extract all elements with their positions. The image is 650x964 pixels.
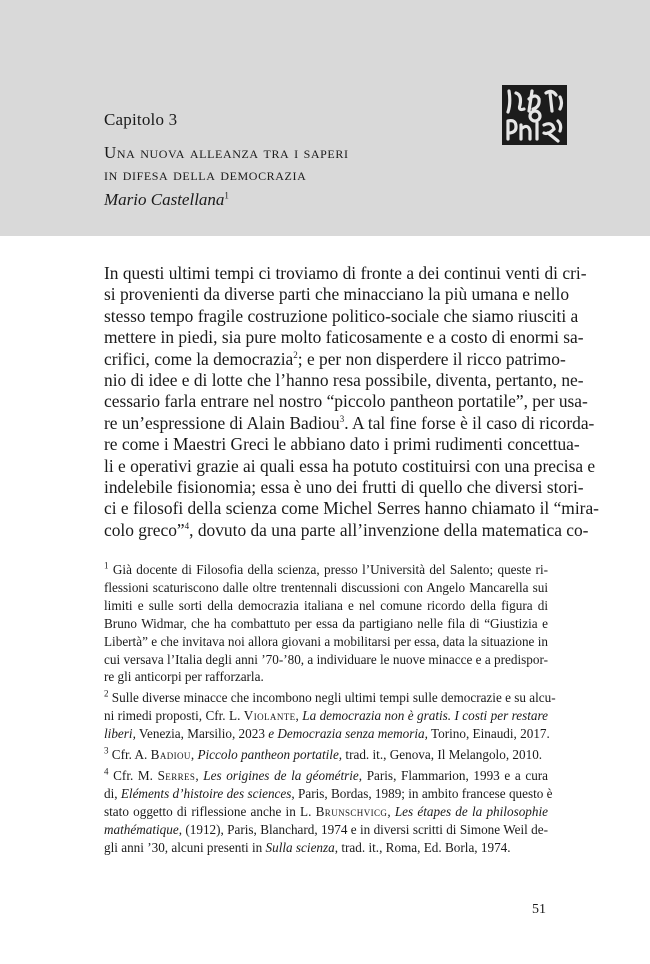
cited-author: Serres <box>157 767 196 783</box>
footnote-1-line: flessioni scaturiscono dalle oltre trentennali discussioni con Angelo Mancarella sui <box>104 579 548 595</box>
footnote-text: trad. it., Genova, Il Melangolo, 2010. <box>342 747 543 763</box>
footnote-text: , Paris, Flammarion, 1993 e a cura <box>358 767 549 783</box>
chapter-title-line-1: Una nuova alleanza tra i saperi <box>104 143 349 162</box>
footnote-1-line <box>104 561 548 579</box>
chapter-header-band <box>0 0 650 236</box>
footnote-text: , <box>190 747 198 763</box>
footnote-text: gli anni ’30, alcuni presenti in <box>104 839 266 855</box>
footnote-4-line <box>104 821 548 839</box>
author-name <box>104 190 229 210</box>
page-number: 51 <box>532 902 546 917</box>
footnote-text: Sulle diverse minacce che incombono negli ultimi tempi sulle democrazie e su alcu- <box>111 690 556 706</box>
body-text-segment: colo greco” <box>104 519 185 540</box>
cited-title: liberi, <box>104 726 136 742</box>
footnote-1-line: limiti e sulle sorti della democrazia italiana e nel comune ricordo della figura di <box>104 597 548 613</box>
footnote-1-line: Libertà” e che invitava noi allora giovani a mobilitarsi per essa, data la situazione in <box>104 633 548 649</box>
body-line: li e operativi grazie ai quali essa ha potuto costituirsi con una precisa e <box>104 455 596 476</box>
cited-title: mathématique <box>104 821 179 837</box>
chapter-title-line-2: in difesa della democrazia <box>104 165 307 184</box>
body-text-segment: crifici, come la democrazia <box>104 348 294 369</box>
footnote-2-line <box>104 688 556 707</box>
body-line: ci e filosofi della scienza come Michel Serres hanno chiamato il “mira- <box>104 498 599 519</box>
cited-title: Piccolo pantheon portatile, <box>197 747 343 763</box>
footnote-text: di, <box>104 785 121 801</box>
cited-title: Eléments d’histoire des sciences <box>120 785 292 801</box>
author-name-text: Mario Castellana <box>104 190 225 209</box>
cited-title: Sulla scienza <box>265 839 335 855</box>
footnote-1 <box>104 561 548 686</box>
footnote-text: , (1912), Paris, Blanchard, 1974 e in diversi scritti di Simone Weil de- <box>178 821 548 837</box>
body-line <box>104 519 589 541</box>
cited-title: Les étapes de la philosophie <box>394 803 548 819</box>
footnote-text: , <box>195 767 204 783</box>
footnote-4-line <box>104 785 553 803</box>
footnote-2-line <box>104 725 548 743</box>
cited-title: Les origines de la géométrie <box>203 767 359 783</box>
footnote-text: Cfr. A. <box>111 747 151 763</box>
body-text-segment: . A tal fine forse è il caso di ricorda- <box>344 412 595 433</box>
body-line: indelebile fisionomia; essa è uno dei frutti di quello che diversi stori- <box>104 477 584 498</box>
body-line <box>104 412 595 434</box>
footnotes <box>104 560 556 860</box>
footnote-text: Venezia, Marsilio, 2023 <box>135 726 269 742</box>
footnote-2 <box>104 688 556 743</box>
body-line: re come i Maestri Greci le abbiano dato i primi rudimenti concettua- <box>104 434 580 455</box>
footnote-4-line <box>104 767 548 785</box>
footnote-number: 3 <box>104 745 109 756</box>
footnote-1-line: cui versava l’Italia degli anni ’70-’80, a individuare le nuove minacce e a predispor- <box>104 651 548 667</box>
cited-author: Brunschvicg <box>315 803 388 819</box>
footnote-1-line: Bruno Widmar, che ha combattuto per essa da partigiano nelle fila di “Giustizia e <box>104 615 548 631</box>
body-text-segment: re un’espressione di Alain Badiou <box>104 412 340 433</box>
footnote-4-line <box>104 839 548 857</box>
footnote-4 <box>104 766 553 857</box>
footnote-number: 1 <box>104 560 109 571</box>
body-line: cessario farla entrare nel nostro “piccolo pantheon portatile”, per usa- <box>104 391 588 412</box>
cited-title: La democrazia non è gratis. I costi per restare <box>302 708 548 724</box>
body-line: In questi ultimi tempi ci troviamo di fronte a dei continui venti di cri- <box>104 263 587 283</box>
footnote-ref: 4 <box>184 521 190 532</box>
body-line: si provenienti da diverse parti che minacciano la più umana e nello <box>104 284 570 305</box>
footnote-text: ni rimedi proposti, Cfr. L. <box>104 708 244 724</box>
footnote-text: Cfr. M. <box>113 767 158 783</box>
footnote-ref: 3 <box>339 414 345 425</box>
body-text <box>104 263 599 541</box>
chapter-title <box>104 142 349 186</box>
calligraphic-letters-logo-icon <box>502 85 567 145</box>
body-line: stesso tempo fragile costruzione politico-sociale che siamo riusciti a <box>104 305 579 326</box>
body-text-segment: , dovuto da una parte all’invenzione della matematica co- <box>189 519 589 540</box>
body-line: nio di idee e di lotte che l’hanno resa possibile, diventa, pertanto, ne- <box>104 370 584 391</box>
body-line: mettere in piedi, sia pure molto faticosamente e a costo di enormi sa- <box>104 327 584 348</box>
chapter-label: Capitolo 3 <box>104 110 178 129</box>
footnote-ref-1: 1 <box>224 190 229 201</box>
cited-title: e Democrazia senza memoria, <box>268 726 428 742</box>
footnote-3 <box>104 746 548 764</box>
footnote-text: Già docente di Filosofia della scienza, presso l’Università del Salento; queste ri- <box>112 562 549 577</box>
footnote-text: , <box>295 708 303 724</box>
footnote-text: , <box>387 803 395 819</box>
footnote-text: Torino, Einaudi, 2017. <box>427 726 550 742</box>
cited-author: Badiou <box>150 747 191 763</box>
body-text-segment: ; e per non disperdere il ricco patrimo- <box>297 348 566 369</box>
footnote-text: , Paris, Bordas, 1989; in ambito francese questo è <box>291 785 553 801</box>
cited-author: Violante <box>243 708 296 724</box>
footnote-4-line <box>104 803 548 821</box>
footnote-text: , trad. it., Roma, Ed. Borla, 1974. <box>334 839 511 855</box>
footnote-number: 4 <box>104 766 109 777</box>
footnote-ref: 2 <box>293 349 298 360</box>
footnote-number: 2 <box>104 688 109 699</box>
footnote-2-line <box>104 707 548 725</box>
footnote-text: stato oggetto di riflessione anche in L. <box>104 803 316 819</box>
footnote-3-line <box>104 746 548 764</box>
body-line <box>104 348 566 370</box>
footnote-1-line: re gli anticorpi per rafforzarla. <box>104 669 264 685</box>
